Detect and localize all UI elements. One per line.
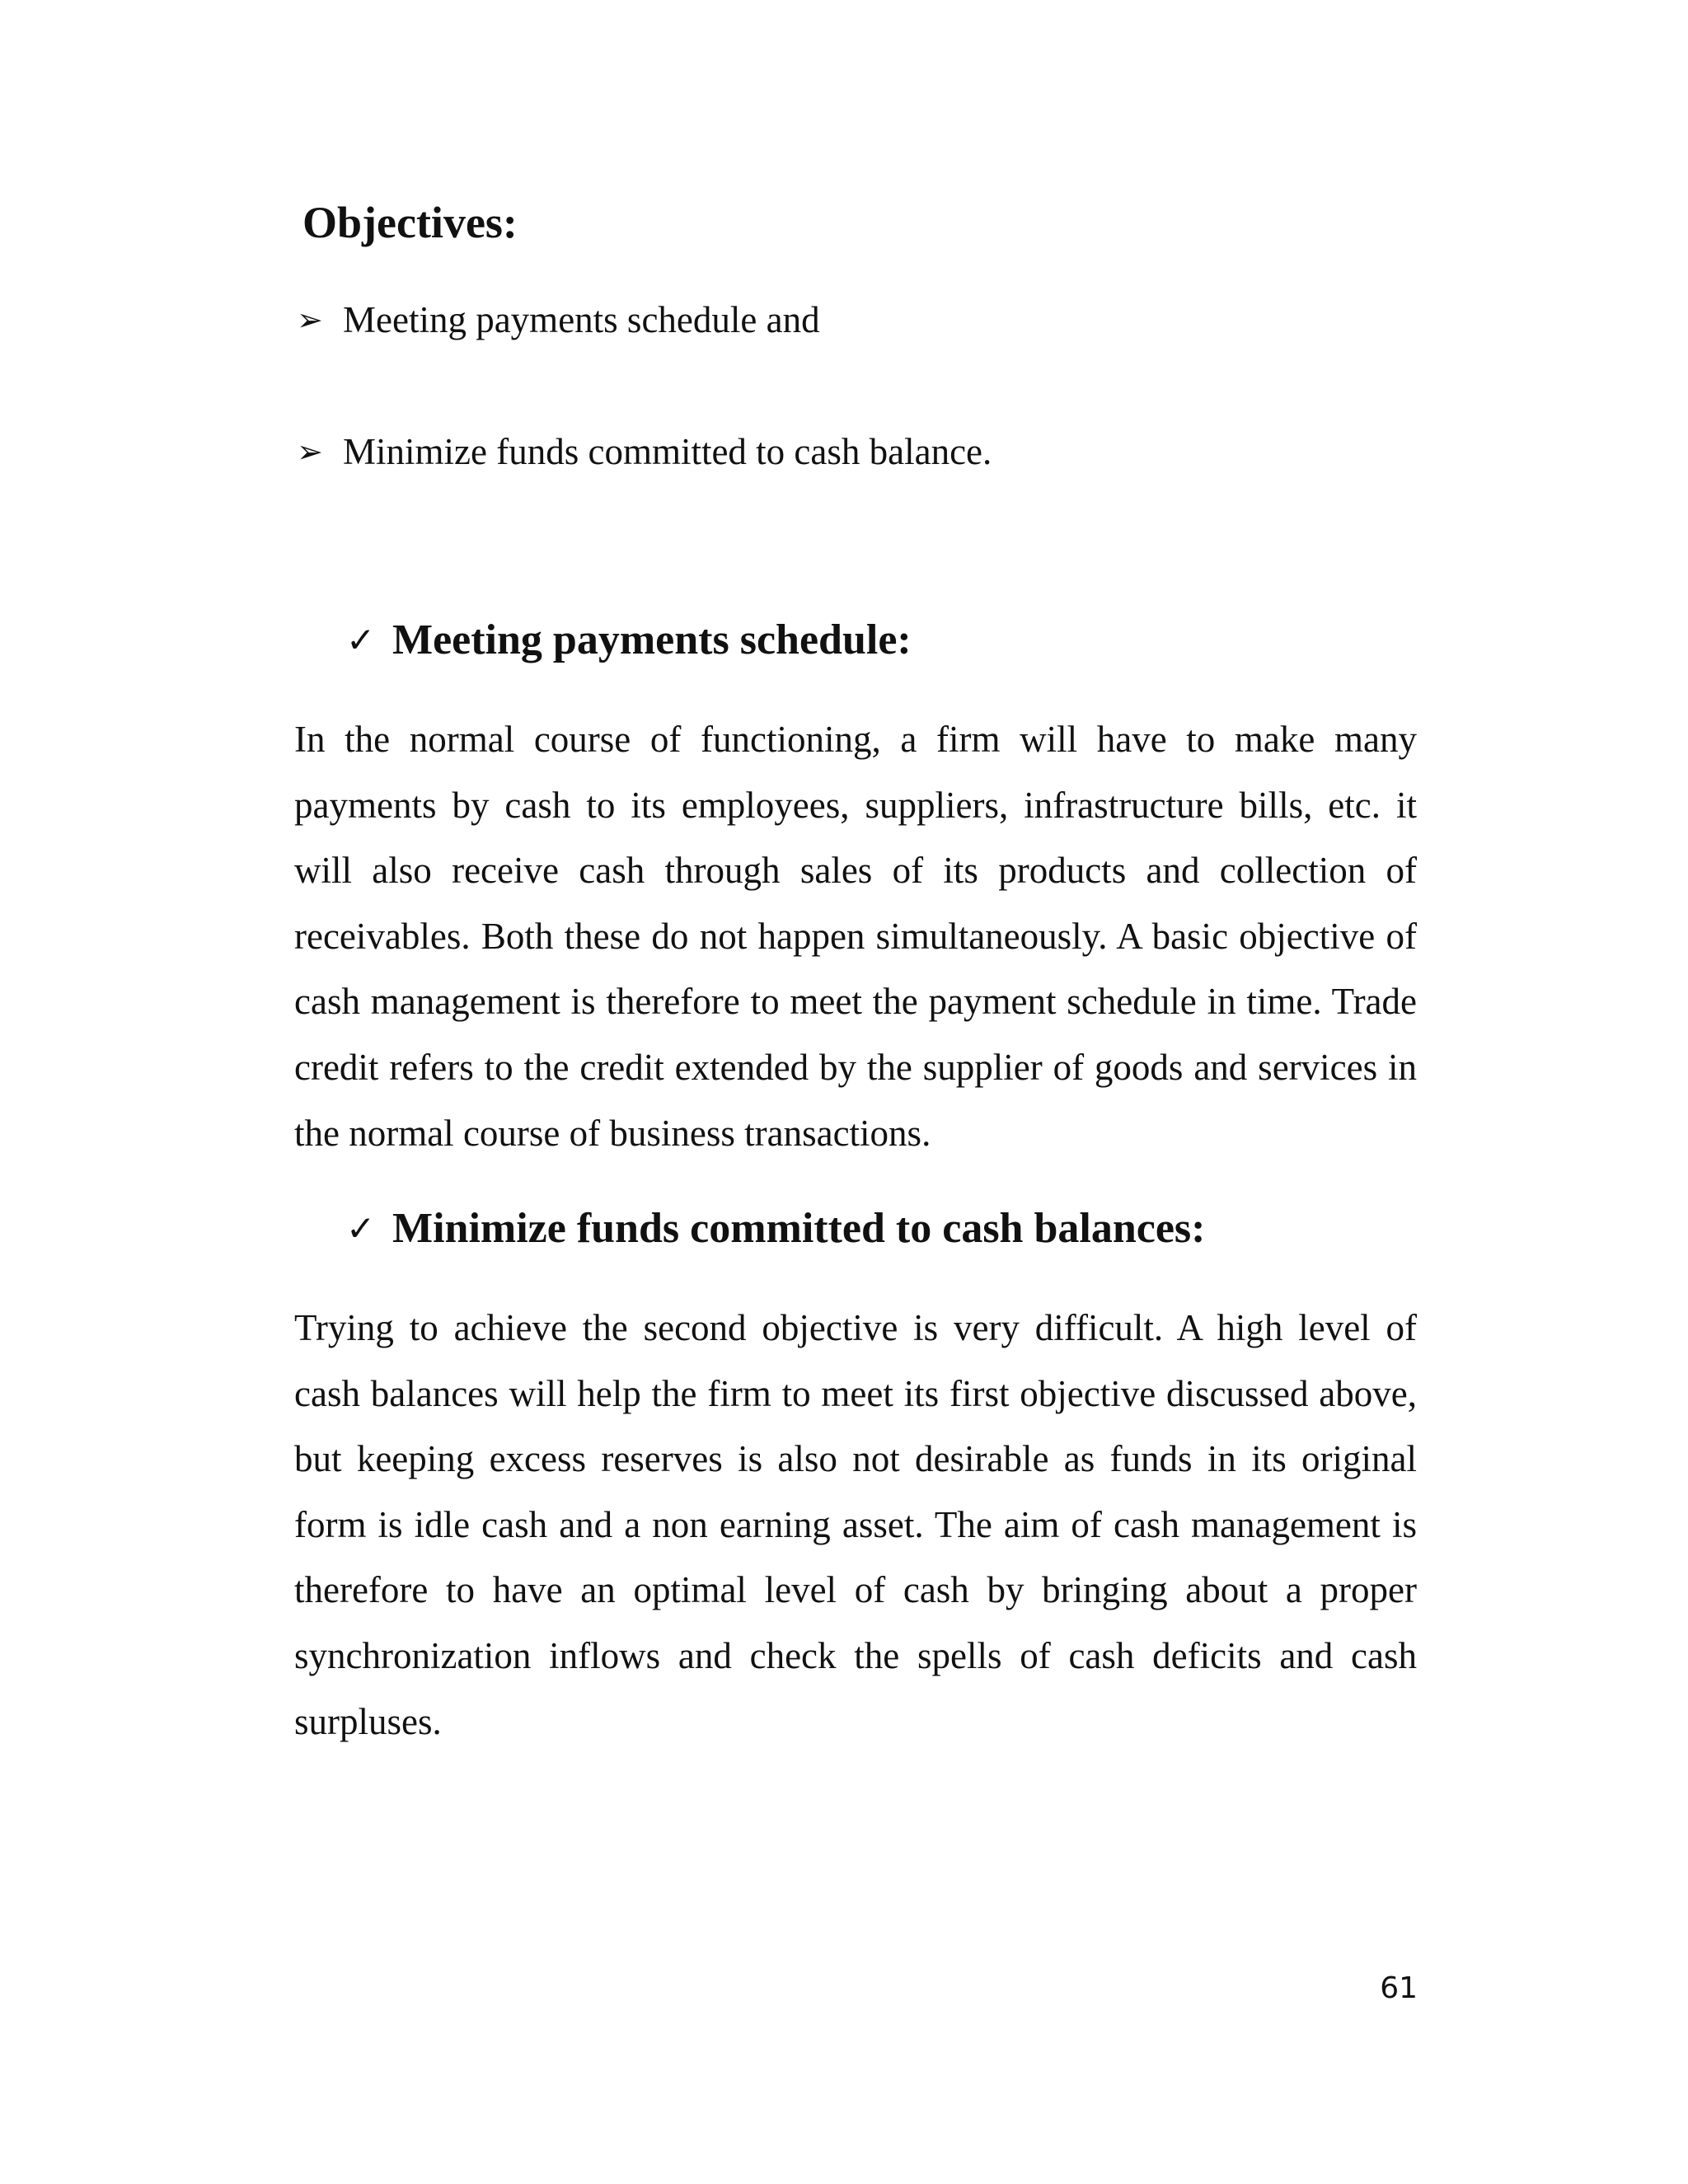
- section-title: Meeting payments schedule:: [392, 616, 912, 663]
- arrowhead-bullet-icon: ➢: [297, 302, 323, 338]
- checkmark-icon: ✓: [346, 1208, 376, 1249]
- page-heading: Objectives:: [302, 198, 518, 247]
- section-paragraph: Trying to achieve the second objective is very difficult. A high level of cash balances will help the firm to meet its first objective discussed above, but keeping excess reserves is also not desirable as funds in its original form is idle cash and a non earning asset. The aim of cash management is therefore to have an optimal level of cash by bringing about a proper synchronization inflows and check the spells of cash deficits and cash surpluses.: [294, 1307, 1417, 1742]
- arrowhead-bullet-icon: ➢: [297, 434, 323, 470]
- bullet-item: [297, 295, 820, 344]
- page-number: 61: [1380, 1971, 1418, 2005]
- section-paragraph: In the normal course of functioning, a firm will have to make many payments by cash to its employees, suppliers, infrastructure bills, etc. it will also receive cash through sales of its products and collection of receivables. Both these do not happen simultaneously. A basic objective of cash management is therefore to meet the payment schedule in time. Trade credit refers to the credit extended by the supplier of goods and services in the normal course of business transactions.: [294, 719, 1417, 1154]
- bullet-text: Meeting payments schedule and: [343, 299, 820, 340]
- bullet-text: Minimize funds committed to cash balance.: [343, 431, 992, 472]
- section-heading: [346, 1200, 1205, 1258]
- section-title: Minimize funds committed to cash balances:: [392, 1205, 1206, 1252]
- checkmark-icon: ✓: [346, 620, 376, 660]
- section-heading: [346, 612, 912, 669]
- bullet-item: [297, 427, 992, 476]
